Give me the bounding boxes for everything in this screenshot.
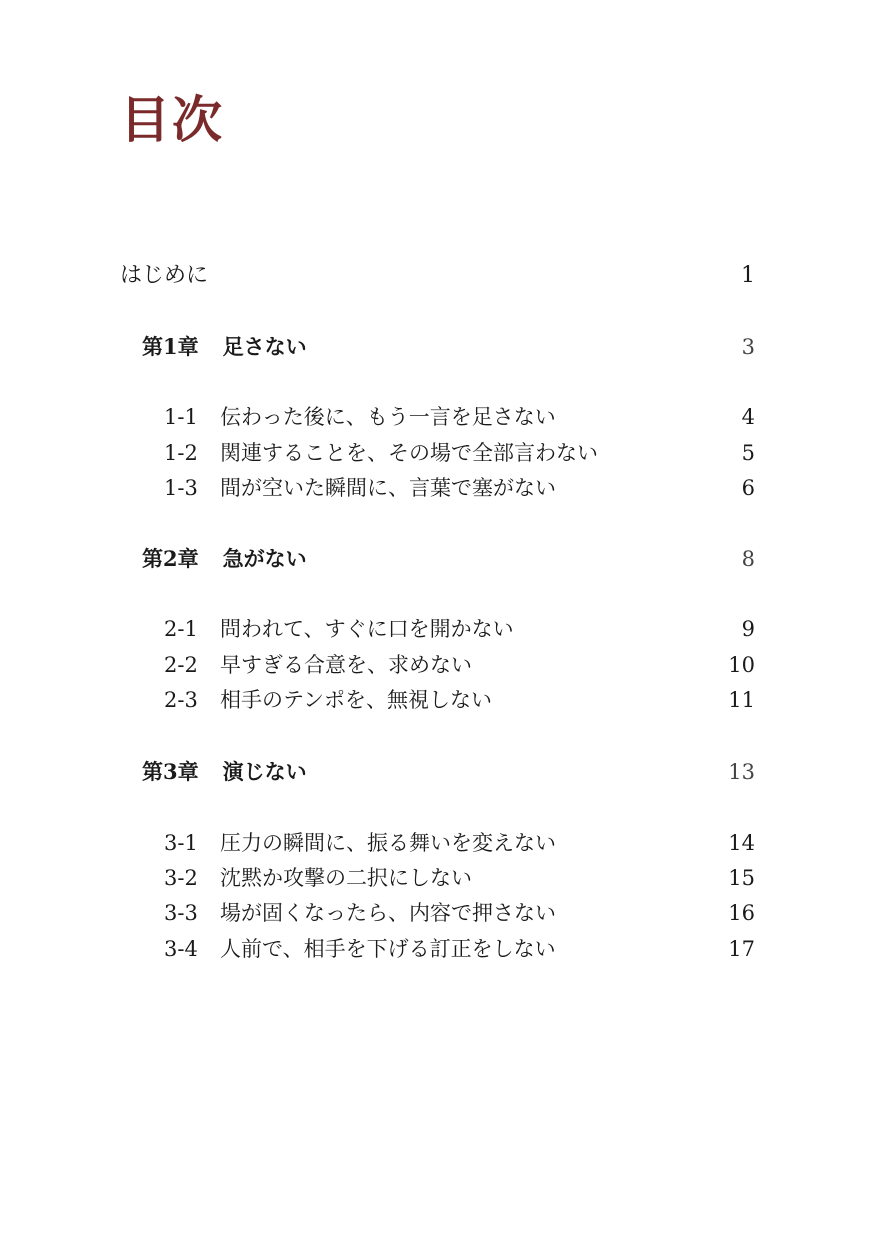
section-title: 関連することを、その場で全部言わない bbox=[220, 441, 598, 465]
section-number: 1-3 bbox=[164, 476, 198, 500]
chapter-label: 第2章 bbox=[142, 546, 199, 571]
section-page: 14 bbox=[728, 831, 755, 855]
section-page: 10 bbox=[728, 653, 755, 677]
chapter-label: 第3章 bbox=[142, 759, 199, 784]
section-number: 3-1 bbox=[164, 831, 198, 855]
section-number: 2-3 bbox=[164, 688, 198, 712]
section-page: 9 bbox=[741, 617, 755, 641]
toc-section-3-4[interactable] bbox=[0, 933, 875, 965]
section-number: 1-1 bbox=[164, 405, 198, 429]
section-title: 問われて、すぐに口を開かない bbox=[220, 617, 514, 641]
toc-title: 目次 bbox=[120, 90, 224, 149]
chapter-title: 急がない bbox=[222, 546, 307, 571]
intro-title: はじめに bbox=[120, 263, 209, 288]
toc-chapter-3[interactable] bbox=[0, 756, 875, 788]
section-title: 早すぎる合意を、求めない bbox=[220, 653, 472, 677]
section-number: 2-1 bbox=[164, 617, 198, 641]
chapter-page: 13 bbox=[728, 760, 755, 784]
section-title: 伝わった後に、もう一言を足さない bbox=[220, 405, 556, 429]
section-title: 圧力の瞬間に、振る舞いを変えない bbox=[220, 831, 556, 855]
section-number: 2-2 bbox=[164, 653, 198, 677]
section-number: 3-2 bbox=[164, 866, 198, 890]
toc-section-1-1[interactable] bbox=[0, 401, 875, 433]
toc-entry-intro[interactable] bbox=[0, 260, 875, 292]
section-title: 場が固くなったら、内容で押さない bbox=[220, 901, 556, 925]
toc-section-1-3[interactable] bbox=[0, 472, 875, 504]
section-number: 1-2 bbox=[164, 441, 198, 465]
section-page: 16 bbox=[728, 901, 755, 925]
toc-chapter-2[interactable] bbox=[0, 543, 875, 575]
section-title: 相手のテンポを、無視しない bbox=[220, 688, 492, 712]
intro-page: 1 bbox=[741, 263, 755, 288]
section-page: 15 bbox=[728, 866, 755, 890]
section-number: 3-4 bbox=[164, 937, 198, 961]
section-number: 3-3 bbox=[164, 901, 198, 925]
toc-section-3-1[interactable] bbox=[0, 827, 875, 859]
toc-section-2-1[interactable] bbox=[0, 613, 875, 645]
toc-section-3-3[interactable] bbox=[0, 897, 875, 929]
section-title: 人前で、相手を下げる訂正をしない bbox=[220, 937, 556, 961]
section-page: 11 bbox=[728, 688, 755, 712]
chapter-title: 演じない bbox=[222, 759, 307, 784]
toc-section-2-2[interactable] bbox=[0, 649, 875, 681]
section-page: 6 bbox=[741, 476, 755, 500]
chapter-page: 3 bbox=[741, 335, 755, 359]
section-page: 17 bbox=[728, 937, 755, 961]
section-page: 5 bbox=[741, 441, 755, 465]
chapter-label: 第1章 bbox=[142, 334, 199, 359]
section-page: 4 bbox=[741, 405, 755, 429]
toc-section-1-2[interactable] bbox=[0, 437, 875, 469]
chapter-page: 8 bbox=[741, 547, 755, 571]
toc-section-3-2[interactable] bbox=[0, 862, 875, 894]
toc-chapter-1[interactable] bbox=[0, 331, 875, 363]
toc-section-2-3[interactable] bbox=[0, 684, 875, 716]
section-title: 間が空いた瞬間に、言葉で塞がない bbox=[220, 476, 556, 500]
section-title: 沈黙か攻撃の二択にしない bbox=[220, 866, 472, 890]
chapter-title: 足さない bbox=[222, 334, 307, 359]
